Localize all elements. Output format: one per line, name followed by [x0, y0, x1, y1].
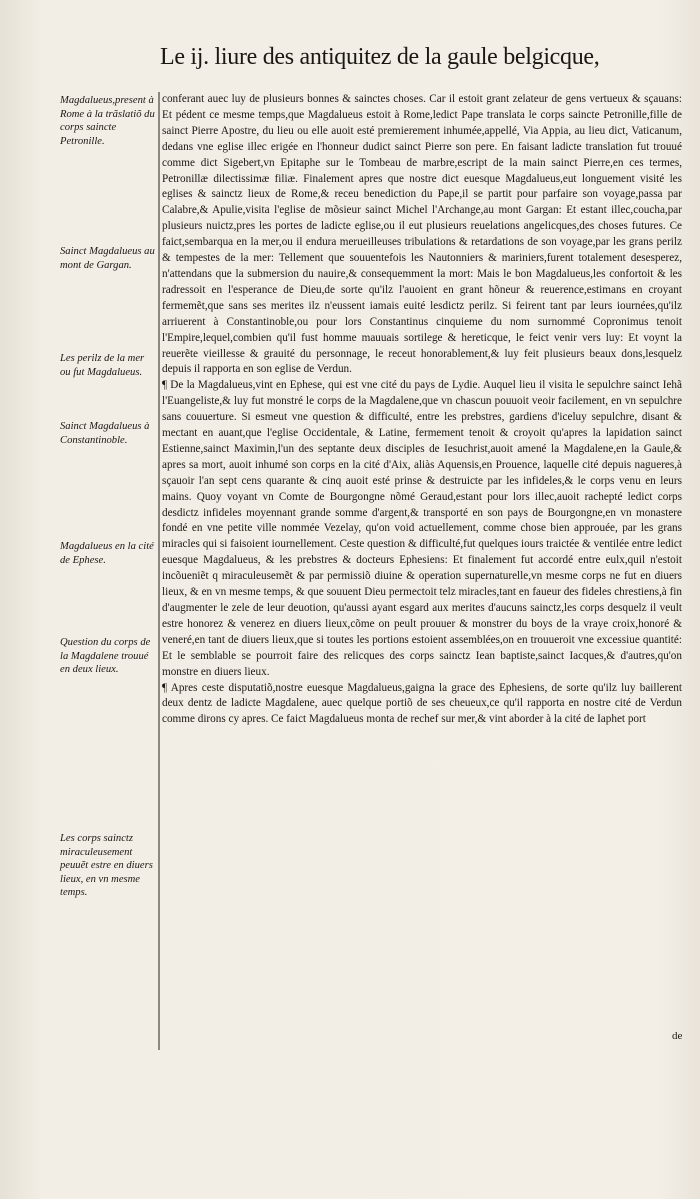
paragraph-2: ¶ De la Magdalueus,vint en Ephese, qui est vne cité du pays de Lydie. Auquel lieu il visita le sepulchre sainct Iehã l'Euangeliste,& luy fut monstré le corps de la Magdalene,que vn chascun pouuoit veoir facilement, en vn sepulchre sans couuerture. Si esmeut vne question & difficulté, entre les prebstres, gardiens d'iceluy sepulchre, disant & mectant en auant,que l'eglise Occidentale, & Latine, fermement tenoit & croyoit qu'apres la lapidation sainct Estienne,sainct Maximin,l'un des septante deux disciples de Iesuchrist,auoit amené la Magdalene,en la Gaule,& apres sa mort, auoit inhumé son corps en la cité d'Aix, aliàs Aquensis,en Prouence, laquelle cité depuis nagueres,à sçauoir l'an sept cens quarante & cinq auoit esté prinse & destruicte par les infideles,& le corps venu en leurs mains. Quoy voyant vn Comte de Bourgongne nõmé Geraud,estant pour lors illec,auoit rachepté ledict corps desdictz infideles moyennant grande somme d'argent,& transporté en son pays de Bourgongne,en vn monastere fondé en vne petite ville nommée Vezelay, qu'on void actuellement, comme chose bien approuée, par les grans miracles qui si faisoient iournellement. Ceste question & difficulté,fut quelques iours traictée & ventilée entre ledict euesque Magdalueus, & les prebstres & docteurs Ephesiens: Et finalement fut accordé entre eulx,quil n'estoit incõueniẽt q miraculeusemẽt & par permissiõ diuine & operation supernaturelle,vn mesme corps ne fut en diuers lieux, & en vn mesme temps, & que souuent Dieu permectoit telz miracles,tant en faueur des fideles chrestiens,à fin d'augmenter le zele de leur deuotion, qu'aussi ayant esgard aux merites d'aucuns sainctz,les corps desquelz il veult estre honorez & venerez en diuers lieux,cõme on peult prouuer & monstrer du boys de la vraye croix,honoré & veneré,en tant de diuers lieux,que si toutes les portions estoient assemblées,on en trouueroit vne excessiue quantité: Et le semblable se pourroit faire des relicques des corps sainctz Iean baptiste,sainct Iacques,& d'autres,qu'on monstre en diuers lieux. [162, 379, 682, 678]
main-text-block [162, 92, 682, 728]
paragraph-3: ¶ Apres ceste disputatiõ,nostre euesque Magdalueus,gaigna la grace des Ephesiens, de sorte qu'ilz luy baillerent deux dentz de ladicte Magdalene, auec quelque portiõ de ses cheueux,ce qu'il rapporta en nostre cité de Verdun comme dirons cy apres. Ce faict Magdalueus monta de rechef sur mer,& vint aborder à la cité de Iaphet port [162, 681, 682, 726]
running-head: Le ij. liure des antiquitez de la gaule belgicque, [160, 44, 600, 70]
margin-note-perils: Les perilz de la mer ou fut Magdalueus. [60, 353, 145, 378]
paragraph-1: conferant auec luy de plusieurs bonnes & sainctes choses. Car il estoit grant zelateur de gens vertueux & sçauans: Et pédent ce mesme temps,que Magdalueus estoit à Rome,ledict Pape translata le corps saincte Petronille,fille de sainct Pierre Apostre, du lieu ou elle auoit esté premierement inhumée,appellé, Via Appia, au lieu dict, Vaticanum, dedans vne eglise illec erigée en l'honneur dudict sainct Pierre son pere. En faisant ladicte translation fut trouué comme dict Sigebert,vn Epitaphe sur le Tombeau de marbre,escript de la main sainct Pierre,en ces termes, Petronillæ dilectissimæ filiæ. Finalement apres que nostre dict euesque Magdalueus,eut longuement visité les eglises & sainctz lieux de Rome,& receu benediction du Pape,il se partit pour parfaire son voyage,passa par Calabre,& Apulie,visita l'eglise de mõsieur sainct Michel l'Archange,au mont Gargan: Et estant illec,coucha,par plusieurs nuictz,pres les portes de ladicte eglise,ou il eut plusieurs reuelations angelicques,des choses futures. Ce faict,sembarqua en la mer,ou il endura merueilleuses tribulations & retardations de son voyage,par les grans perilz & tempestes de la mer: Tellement que souuentefois les Nautonniers & mariniers,furent totalement desesperez, n'attendans que la submersion du nauire,& consequemment la mort: Mais le bon Magdalueus,les confortoit & les radressoit en l'esperance de Dieu,de sorte qu'ilz l'auoient en grant hõneur & reuerence,estimans en croyant fermemẽt,que sans ses merites ilz n'eussent iamais euité lesdictz perilz. Si feirent tant par leurs iournées,qu'ilz arriuerent à Constantinoble,ou pour lors Constantinus cinquieme du nom surnommé Copronimus tenoit l'Empire,lequel,combien qu'il fust homme mauuais sortilege & hereticque, le feict venir vers luy: Et voynt la reuerẽte vieillesse & grauité du personnage, le receut honorablement,& luy feit plusieurs beaux dons,lesquelz depuis il rapporta en son eglise de Verdun. [162, 93, 682, 376]
margin-note-petronille: Magdalueus,present à Rome à la trãslatiõ du corps saincte Petronille. [60, 95, 155, 147]
margin-note-gargan: Sainct Magdalueus au mont de Gargan. [60, 246, 155, 271]
margin-note-corps-saincts: Les corps sainctz miraculeusement peuuẽt estre en diuers lieux, en vn mesme temps. [60, 833, 153, 898]
catchword: de [672, 1030, 683, 1042]
margin-note-constantinoble: Sainct Magdalueus à Constantinoble. [60, 421, 150, 446]
margin-rule [158, 92, 160, 1050]
margin-note-ephese: Magdalueus en la cité de Ephese. [60, 541, 154, 566]
margin-note-question: Question du corps de la Magdalene trouué en deux lieux. [60, 637, 151, 675]
